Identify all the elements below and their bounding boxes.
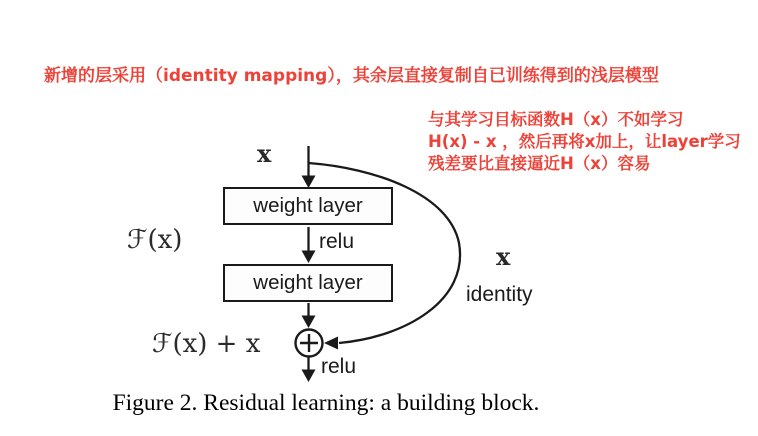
annotation-side-note-line-2: H(x) - x ，然后再将x加上，让layer学习 bbox=[428, 132, 741, 151]
box-to-sum-arrow bbox=[302, 303, 316, 328]
input-x-label: x bbox=[257, 139, 272, 168]
annotation-side-note-line-1: 与其学习目标函数H（x）不如学习 bbox=[428, 110, 684, 129]
output-sum-label: ℱ(x) + x bbox=[152, 329, 261, 359]
input-arrow bbox=[302, 146, 316, 188]
annotation-top-note: 新增的层采用（identity mapping），其余层直接复制自已训练得到的浅层模型 bbox=[44, 66, 659, 86]
weight-layer-2-label: weight layer bbox=[253, 271, 363, 294]
relu-bottom-label: relu bbox=[321, 355, 357, 378]
skip-x-label: x bbox=[496, 242, 511, 271]
output-relu-arrow bbox=[302, 357, 316, 382]
residual-function-label: ℱ(x) bbox=[127, 225, 183, 255]
identity-label: identity bbox=[466, 283, 533, 306]
figure-caption: Figure 2. Residual learning: a building block. bbox=[112, 390, 540, 416]
sum-node bbox=[296, 330, 323, 357]
weight-layer-2-box bbox=[223, 264, 393, 302]
weight-layer-1-box bbox=[223, 187, 393, 225]
weight-layer-1-label: weight layer bbox=[253, 194, 363, 217]
annotation-side-note-line-3: 残差要比直接逼近H（x）容易 bbox=[428, 154, 651, 173]
mid-relu-arrow bbox=[302, 227, 316, 263]
relu-mid-label: relu bbox=[319, 230, 355, 253]
